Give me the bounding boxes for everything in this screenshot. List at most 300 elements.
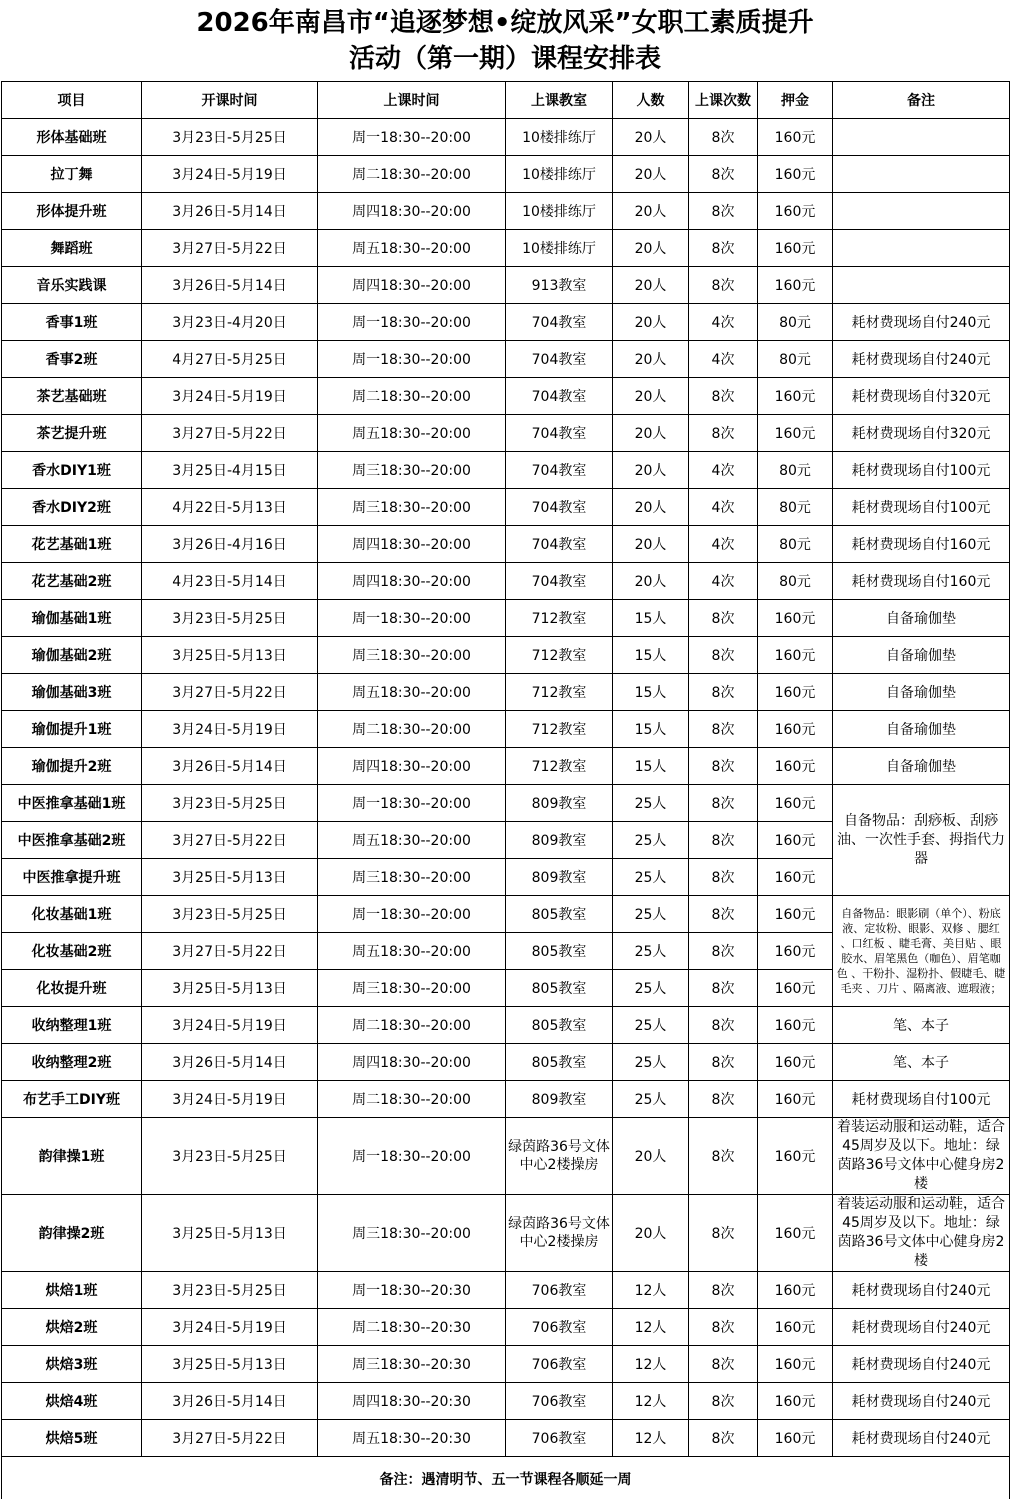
cell-period: 3月24日-5月19日 (142, 1309, 318, 1346)
cell-room: 706教室 (506, 1420, 613, 1457)
cell-people: 20人 (613, 1195, 689, 1272)
cell-room: 706教室 (506, 1309, 613, 1346)
table-row (2, 1309, 1010, 1346)
cell-deposit: 160元 (758, 785, 833, 822)
cell-time: 周五18:30--20:00 (318, 230, 506, 267)
cell-note (833, 230, 1010, 267)
cell-note: 自备瑜伽垫 (833, 600, 1010, 637)
cell-people: 20人 (613, 1118, 689, 1195)
cell-time: 周三18:30--20:00 (318, 452, 506, 489)
table-row (2, 637, 1010, 674)
cell-project: 拉丁舞 (2, 156, 142, 193)
table-row (2, 156, 1010, 193)
cell-project: 化妆基础1班 (2, 896, 142, 933)
cell-project: 香水DIY2班 (2, 489, 142, 526)
cell-period: 3月25日-5月13日 (142, 1195, 318, 1272)
table-row (2, 415, 1010, 452)
cell-time: 周五18:30--20:30 (318, 1420, 506, 1457)
cell-time: 周一18:30--20:00 (318, 304, 506, 341)
cell-period: 3月24日-5月19日 (142, 156, 318, 193)
cell-project: 韵律操1班 (2, 1118, 142, 1195)
table-body (2, 119, 1010, 1457)
table-row (2, 896, 1010, 933)
cell-deposit: 80元 (758, 304, 833, 341)
cell-sessions: 8次 (689, 711, 758, 748)
cell-people: 15人 (613, 674, 689, 711)
header-room: 上课教室 (506, 82, 613, 119)
cell-period: 3月26日-5月14日 (142, 267, 318, 304)
cell-period: 3月25日-5月13日 (142, 859, 318, 896)
cell-period: 3月27日-5月22日 (142, 1420, 318, 1457)
cell-note: 耗材费现场自付320元 (833, 415, 1010, 452)
cell-people: 20人 (613, 489, 689, 526)
cell-time: 周三18:30--20:00 (318, 637, 506, 674)
table-row (2, 1118, 1010, 1195)
footer-note: 备注：遇清明节、五一节课程各顺延一周 (2, 1457, 1010, 1499)
cell-project: 香事2班 (2, 341, 142, 378)
cell-people: 20人 (613, 267, 689, 304)
cell-time: 周四18:30--20:00 (318, 1044, 506, 1081)
cell-room: 712教室 (506, 711, 613, 748)
cell-period: 3月23日-5月25日 (142, 119, 318, 156)
cell-people: 25人 (613, 785, 689, 822)
cell-room: 绿茵路36号文体中心2楼操房 (506, 1118, 613, 1195)
cell-room: 805教室 (506, 1044, 613, 1081)
table-row (2, 304, 1010, 341)
cell-period: 3月26日-5月14日 (142, 1044, 318, 1081)
cell-time: 周一18:30--20:00 (318, 896, 506, 933)
cell-note: 耗材费现场自付240元 (833, 1272, 1010, 1309)
cell-project: 烘焙3班 (2, 1346, 142, 1383)
cell-sessions: 4次 (689, 304, 758, 341)
cell-period: 3月26日-5月14日 (142, 193, 318, 230)
cell-project: 香水DIY1班 (2, 452, 142, 489)
cell-time: 周一18:30--20:00 (318, 119, 506, 156)
cell-period: 3月24日-5月19日 (142, 711, 318, 748)
cell-people: 20人 (613, 193, 689, 230)
table-row (2, 119, 1010, 156)
cell-deposit: 160元 (758, 822, 833, 859)
cell-note: 自备瑜伽垫 (833, 748, 1010, 785)
cell-note: 耗材费现场自付160元 (833, 526, 1010, 563)
header-period: 开课时间 (142, 82, 318, 119)
table-row (2, 1044, 1010, 1081)
cell-deposit: 80元 (758, 526, 833, 563)
table-row (2, 748, 1010, 785)
cell-deposit: 160元 (758, 1118, 833, 1195)
cell-period: 3月27日-5月22日 (142, 674, 318, 711)
cell-project: 形体提升班 (2, 193, 142, 230)
cell-time: 周三18:30--20:00 (318, 859, 506, 896)
cell-note-merged: 自备物品：刮痧板、刮痧油、一次性手套、拇指代力器 (833, 785, 1010, 896)
cell-deposit: 160元 (758, 933, 833, 970)
cell-sessions: 8次 (689, 230, 758, 267)
cell-deposit: 80元 (758, 341, 833, 378)
cell-deposit: 160元 (758, 711, 833, 748)
cell-period: 4月22日-5月13日 (142, 489, 318, 526)
cell-sessions: 8次 (689, 859, 758, 896)
cell-sessions: 8次 (689, 785, 758, 822)
cell-project: 形体基础班 (2, 119, 142, 156)
cell-period: 3月25日-4月15日 (142, 452, 318, 489)
cell-room: 706教室 (506, 1272, 613, 1309)
cell-period: 3月27日-5月22日 (142, 230, 318, 267)
cell-sessions: 8次 (689, 119, 758, 156)
page-title (0, 0, 1010, 81)
cell-note (833, 267, 1010, 304)
cell-people: 15人 (613, 711, 689, 748)
cell-period: 3月26日-5月14日 (142, 748, 318, 785)
cell-time: 周一18:30--20:00 (318, 600, 506, 637)
cell-period: 3月27日-5月22日 (142, 822, 318, 859)
cell-sessions: 8次 (689, 1346, 758, 1383)
cell-room: 10楼排练厅 (506, 119, 613, 156)
cell-people: 20人 (613, 119, 689, 156)
cell-project: 舞蹈班 (2, 230, 142, 267)
cell-deposit: 160元 (758, 1309, 833, 1346)
cell-sessions: 8次 (689, 600, 758, 637)
cell-note: 耗材费现场自付100元 (833, 1081, 1010, 1118)
cell-deposit: 160元 (758, 896, 833, 933)
cell-sessions: 8次 (689, 896, 758, 933)
cell-deposit: 160元 (758, 1081, 833, 1118)
cell-period: 4月23日-5月14日 (142, 563, 318, 600)
cell-note: 笔、本子 (833, 1044, 1010, 1081)
title-line-2: 活动（第一期）课程安排表 (348, 43, 661, 74)
cell-deposit: 160元 (758, 1044, 833, 1081)
header-project: 项目 (2, 82, 142, 119)
cell-room: 805教室 (506, 970, 613, 1007)
table-row (2, 1195, 1010, 1272)
cell-room: 10楼排练厅 (506, 193, 613, 230)
cell-time: 周四18:30--20:00 (318, 267, 506, 304)
cell-deposit: 160元 (758, 156, 833, 193)
table-row (2, 341, 1010, 378)
cell-deposit: 160元 (758, 970, 833, 1007)
cell-project: 布艺手工DIY班 (2, 1081, 142, 1118)
cell-people: 20人 (613, 452, 689, 489)
cell-note: 耗材费现场自付160元 (833, 563, 1010, 600)
cell-project: 瑜伽提升2班 (2, 748, 142, 785)
cell-room: 704教室 (506, 563, 613, 600)
cell-time: 周一18:30--20:00 (318, 785, 506, 822)
table-row (2, 563, 1010, 600)
cell-people: 20人 (613, 526, 689, 563)
cell-period: 3月25日-5月13日 (142, 637, 318, 674)
cell-project: 瑜伽基础1班 (2, 600, 142, 637)
header-people: 人数 (613, 82, 689, 119)
cell-project: 烘焙2班 (2, 1309, 142, 1346)
cell-sessions: 8次 (689, 415, 758, 452)
table-row (2, 1346, 1010, 1383)
cell-people: 20人 (613, 230, 689, 267)
cell-time: 周二18:30--20:00 (318, 156, 506, 193)
cell-people: 25人 (613, 1081, 689, 1118)
cell-period: 3月23日-5月25日 (142, 600, 318, 637)
cell-project: 瑜伽基础3班 (2, 674, 142, 711)
cell-people: 12人 (613, 1346, 689, 1383)
cell-time: 周四18:30--20:30 (318, 1383, 506, 1420)
cell-deposit: 160元 (758, 119, 833, 156)
cell-sessions: 8次 (689, 674, 758, 711)
cell-room: 704教室 (506, 378, 613, 415)
header-time: 上课时间 (318, 82, 506, 119)
cell-note: 耗材费现场自付240元 (833, 304, 1010, 341)
cell-sessions: 8次 (689, 637, 758, 674)
cell-room: 809教室 (506, 1081, 613, 1118)
cell-sessions: 8次 (689, 193, 758, 230)
cell-period: 3月23日-4月20日 (142, 304, 318, 341)
cell-sessions: 8次 (689, 1383, 758, 1420)
cell-deposit: 160元 (758, 674, 833, 711)
cell-time: 周五18:30--20:00 (318, 674, 506, 711)
cell-time: 周一18:30--20:00 (318, 1118, 506, 1195)
cell-deposit: 160元 (758, 859, 833, 896)
cell-room: 704教室 (506, 304, 613, 341)
cell-period: 3月23日-5月25日 (142, 1272, 318, 1309)
cell-deposit: 160元 (758, 1195, 833, 1272)
cell-period: 3月24日-5月19日 (142, 1081, 318, 1118)
cell-note: 耗材费现场自付240元 (833, 1420, 1010, 1457)
cell-room: 704教室 (506, 341, 613, 378)
cell-sessions: 8次 (689, 1081, 758, 1118)
cell-note: 自备瑜伽垫 (833, 637, 1010, 674)
table-row (2, 1007, 1010, 1044)
cell-time: 周二18:30--20:00 (318, 378, 506, 415)
cell-project: 茶艺基础班 (2, 378, 142, 415)
table-row (2, 378, 1010, 415)
table-row (2, 600, 1010, 637)
cell-project: 中医推拿提升班 (2, 859, 142, 896)
cell-project: 烘焙1班 (2, 1272, 142, 1309)
cell-period: 3月24日-5月19日 (142, 1007, 318, 1044)
cell-project: 收纳整理1班 (2, 1007, 142, 1044)
cell-people: 12人 (613, 1420, 689, 1457)
cell-room: 712教室 (506, 748, 613, 785)
cell-time: 周一18:30--20:30 (318, 1272, 506, 1309)
cell-time: 周四18:30--20:00 (318, 563, 506, 600)
cell-project: 香事1班 (2, 304, 142, 341)
cell-deposit: 160元 (758, 600, 833, 637)
table-row (2, 1081, 1010, 1118)
cell-time: 周三18:30--20:00 (318, 489, 506, 526)
cell-project: 音乐实践课 (2, 267, 142, 304)
cell-room: 809教室 (506, 859, 613, 896)
cell-deposit: 160元 (758, 1272, 833, 1309)
cell-project: 中医推拿基础1班 (2, 785, 142, 822)
cell-note (833, 156, 1010, 193)
cell-note-merged: 自备物品：眼影刷（单个）、粉底液、定妆粉、眼影、双修 、腮红 、口红板 、睫毛膏、美目贴 、眼胶水、眉笔黑色（咖色）、眉笔咖色 、干粉扑、湿粉扑、假睫毛、睫毛夹 、刀片 、隔离液、遮瑕液； (833, 896, 1010, 1007)
cell-project: 韵律操2班 (2, 1195, 142, 1272)
cell-sessions: 8次 (689, 822, 758, 859)
cell-project: 烘焙4班 (2, 1383, 142, 1420)
cell-project: 收纳整理2班 (2, 1044, 142, 1081)
cell-sessions: 8次 (689, 970, 758, 1007)
cell-people: 12人 (613, 1309, 689, 1346)
cell-period: 3月27日-5月22日 (142, 933, 318, 970)
cell-sessions: 8次 (689, 1309, 758, 1346)
cell-project: 化妆提升班 (2, 970, 142, 1007)
cell-time: 周四18:30--20:00 (318, 193, 506, 230)
cell-note (833, 193, 1010, 230)
table-row (2, 785, 1010, 822)
cell-period: 3月23日-5月25日 (142, 896, 318, 933)
cell-room: 706教室 (506, 1346, 613, 1383)
cell-project: 花艺基础2班 (2, 563, 142, 600)
table-row (2, 1420, 1010, 1457)
cell-sessions: 8次 (689, 1272, 758, 1309)
cell-sessions: 8次 (689, 1195, 758, 1272)
cell-people: 25人 (613, 822, 689, 859)
table-row (2, 489, 1010, 526)
cell-sessions: 8次 (689, 748, 758, 785)
cell-room: 704教室 (506, 415, 613, 452)
cell-period: 3月24日-5月19日 (142, 378, 318, 415)
cell-note: 自备瑜伽垫 (833, 674, 1010, 711)
header-deposit: 押金 (758, 82, 833, 119)
cell-people: 12人 (613, 1272, 689, 1309)
cell-room: 704教室 (506, 526, 613, 563)
cell-deposit: 160元 (758, 1383, 833, 1420)
cell-time: 周二18:30--20:00 (318, 1007, 506, 1044)
cell-people: 15人 (613, 748, 689, 785)
cell-deposit: 160元 (758, 230, 833, 267)
cell-room: 805教室 (506, 1007, 613, 1044)
cell-room: 805教室 (506, 896, 613, 933)
cell-time: 周五18:30--20:00 (318, 933, 506, 970)
cell-room: 805教室 (506, 933, 613, 970)
cell-room: 10楼排练厅 (506, 230, 613, 267)
cell-period: 3月25日-5月13日 (142, 1346, 318, 1383)
table-row (2, 711, 1010, 748)
table-row (2, 193, 1010, 230)
table-row (2, 526, 1010, 563)
cell-room: 712教室 (506, 600, 613, 637)
cell-time: 周三18:30--20:30 (318, 1346, 506, 1383)
cell-deposit: 160元 (758, 637, 833, 674)
cell-sessions: 8次 (689, 1118, 758, 1195)
cell-deposit: 160元 (758, 1420, 833, 1457)
cell-people: 25人 (613, 970, 689, 1007)
cell-project: 化妆基础2班 (2, 933, 142, 970)
cell-room: 712教室 (506, 637, 613, 674)
course-schedule-table (1, 81, 1010, 1499)
cell-deposit: 160元 (758, 748, 833, 785)
cell-room: 809教室 (506, 785, 613, 822)
cell-note: 着装运动服和运动鞋，适合45周岁及以下。地址：绿茵路36号文体中心健身房2楼 (833, 1195, 1010, 1272)
cell-people: 20人 (613, 341, 689, 378)
cell-people: 12人 (613, 1383, 689, 1420)
cell-note: 着装运动服和运动鞋，适合45周岁及以下。地址：绿茵路36号文体中心健身房2楼 (833, 1118, 1010, 1195)
cell-deposit: 80元 (758, 489, 833, 526)
cell-sessions: 4次 (689, 563, 758, 600)
cell-note: 笔、本子 (833, 1007, 1010, 1044)
cell-project: 花艺基础1班 (2, 526, 142, 563)
cell-deposit: 160元 (758, 267, 833, 304)
cell-deposit: 160元 (758, 1346, 833, 1383)
cell-time: 周二18:30--20:00 (318, 711, 506, 748)
header-sessions: 上课次数 (689, 82, 758, 119)
cell-sessions: 8次 (689, 1420, 758, 1457)
cell-sessions: 8次 (689, 378, 758, 415)
table-row (2, 230, 1010, 267)
cell-room: 712教室 (506, 674, 613, 711)
cell-period: 3月27日-5月22日 (142, 415, 318, 452)
header-row (2, 82, 1010, 119)
cell-time: 周四18:30--20:00 (318, 748, 506, 785)
cell-time: 周四18:30--20:00 (318, 526, 506, 563)
cell-note: 耗材费现场自付320元 (833, 378, 1010, 415)
cell-note: 耗材费现场自付240元 (833, 1309, 1010, 1346)
cell-sessions: 8次 (689, 156, 758, 193)
cell-sessions: 4次 (689, 526, 758, 563)
cell-people: 25人 (613, 896, 689, 933)
cell-note: 自备瑜伽垫 (833, 711, 1010, 748)
table-row (2, 1272, 1010, 1309)
cell-deposit: 160元 (758, 1007, 833, 1044)
cell-deposit: 160元 (758, 193, 833, 230)
cell-deposit: 80元 (758, 452, 833, 489)
cell-time: 周二18:30--20:00 (318, 1081, 506, 1118)
cell-room: 绿茵路36号文体中心2楼操房 (506, 1195, 613, 1272)
cell-project: 中医推拿基础2班 (2, 822, 142, 859)
cell-note: 耗材费现场自付240元 (833, 1346, 1010, 1383)
cell-people: 20人 (613, 304, 689, 341)
cell-period: 3月25日-5月13日 (142, 970, 318, 1007)
cell-people: 15人 (613, 600, 689, 637)
cell-sessions: 4次 (689, 341, 758, 378)
cell-note (833, 119, 1010, 156)
cell-room: 809教室 (506, 822, 613, 859)
cell-time: 周三18:30--20:00 (318, 970, 506, 1007)
cell-period: 3月26日-5月14日 (142, 1383, 318, 1420)
cell-note: 耗材费现场自付100元 (833, 489, 1010, 526)
cell-room: 913教室 (506, 267, 613, 304)
cell-people: 20人 (613, 378, 689, 415)
cell-sessions: 4次 (689, 489, 758, 526)
table-row (2, 267, 1010, 304)
cell-period: 3月26日-4月16日 (142, 526, 318, 563)
cell-sessions: 8次 (689, 267, 758, 304)
cell-deposit: 160元 (758, 378, 833, 415)
cell-people: 20人 (613, 156, 689, 193)
cell-deposit: 160元 (758, 415, 833, 452)
title-line-1: 2026年南昌市“追逐梦想•绽放风采”女职工素质提升 (196, 7, 814, 38)
cell-note: 耗材费现场自付100元 (833, 452, 1010, 489)
cell-people: 25人 (613, 859, 689, 896)
cell-project: 瑜伽提升1班 (2, 711, 142, 748)
cell-deposit: 80元 (758, 563, 833, 600)
cell-time: 周一18:30--20:00 (318, 341, 506, 378)
cell-time: 周三18:30--20:00 (318, 1195, 506, 1272)
cell-room: 10楼排练厅 (506, 156, 613, 193)
cell-people: 15人 (613, 637, 689, 674)
table-row (2, 674, 1010, 711)
table-row (2, 1383, 1010, 1420)
cell-period: 3月23日-5月25日 (142, 785, 318, 822)
cell-project: 瑜伽基础2班 (2, 637, 142, 674)
cell-note: 耗材费现场自付240元 (833, 1383, 1010, 1420)
cell-time: 周五18:30--20:00 (318, 415, 506, 452)
cell-project: 烘焙5班 (2, 1420, 142, 1457)
cell-people: 25人 (613, 1044, 689, 1081)
cell-period: 3月23日-5月25日 (142, 1118, 318, 1195)
cell-people: 25人 (613, 1007, 689, 1044)
cell-people: 20人 (613, 415, 689, 452)
cell-room: 704教室 (506, 452, 613, 489)
cell-project: 茶艺提升班 (2, 415, 142, 452)
cell-period: 4月27日-5月25日 (142, 341, 318, 378)
